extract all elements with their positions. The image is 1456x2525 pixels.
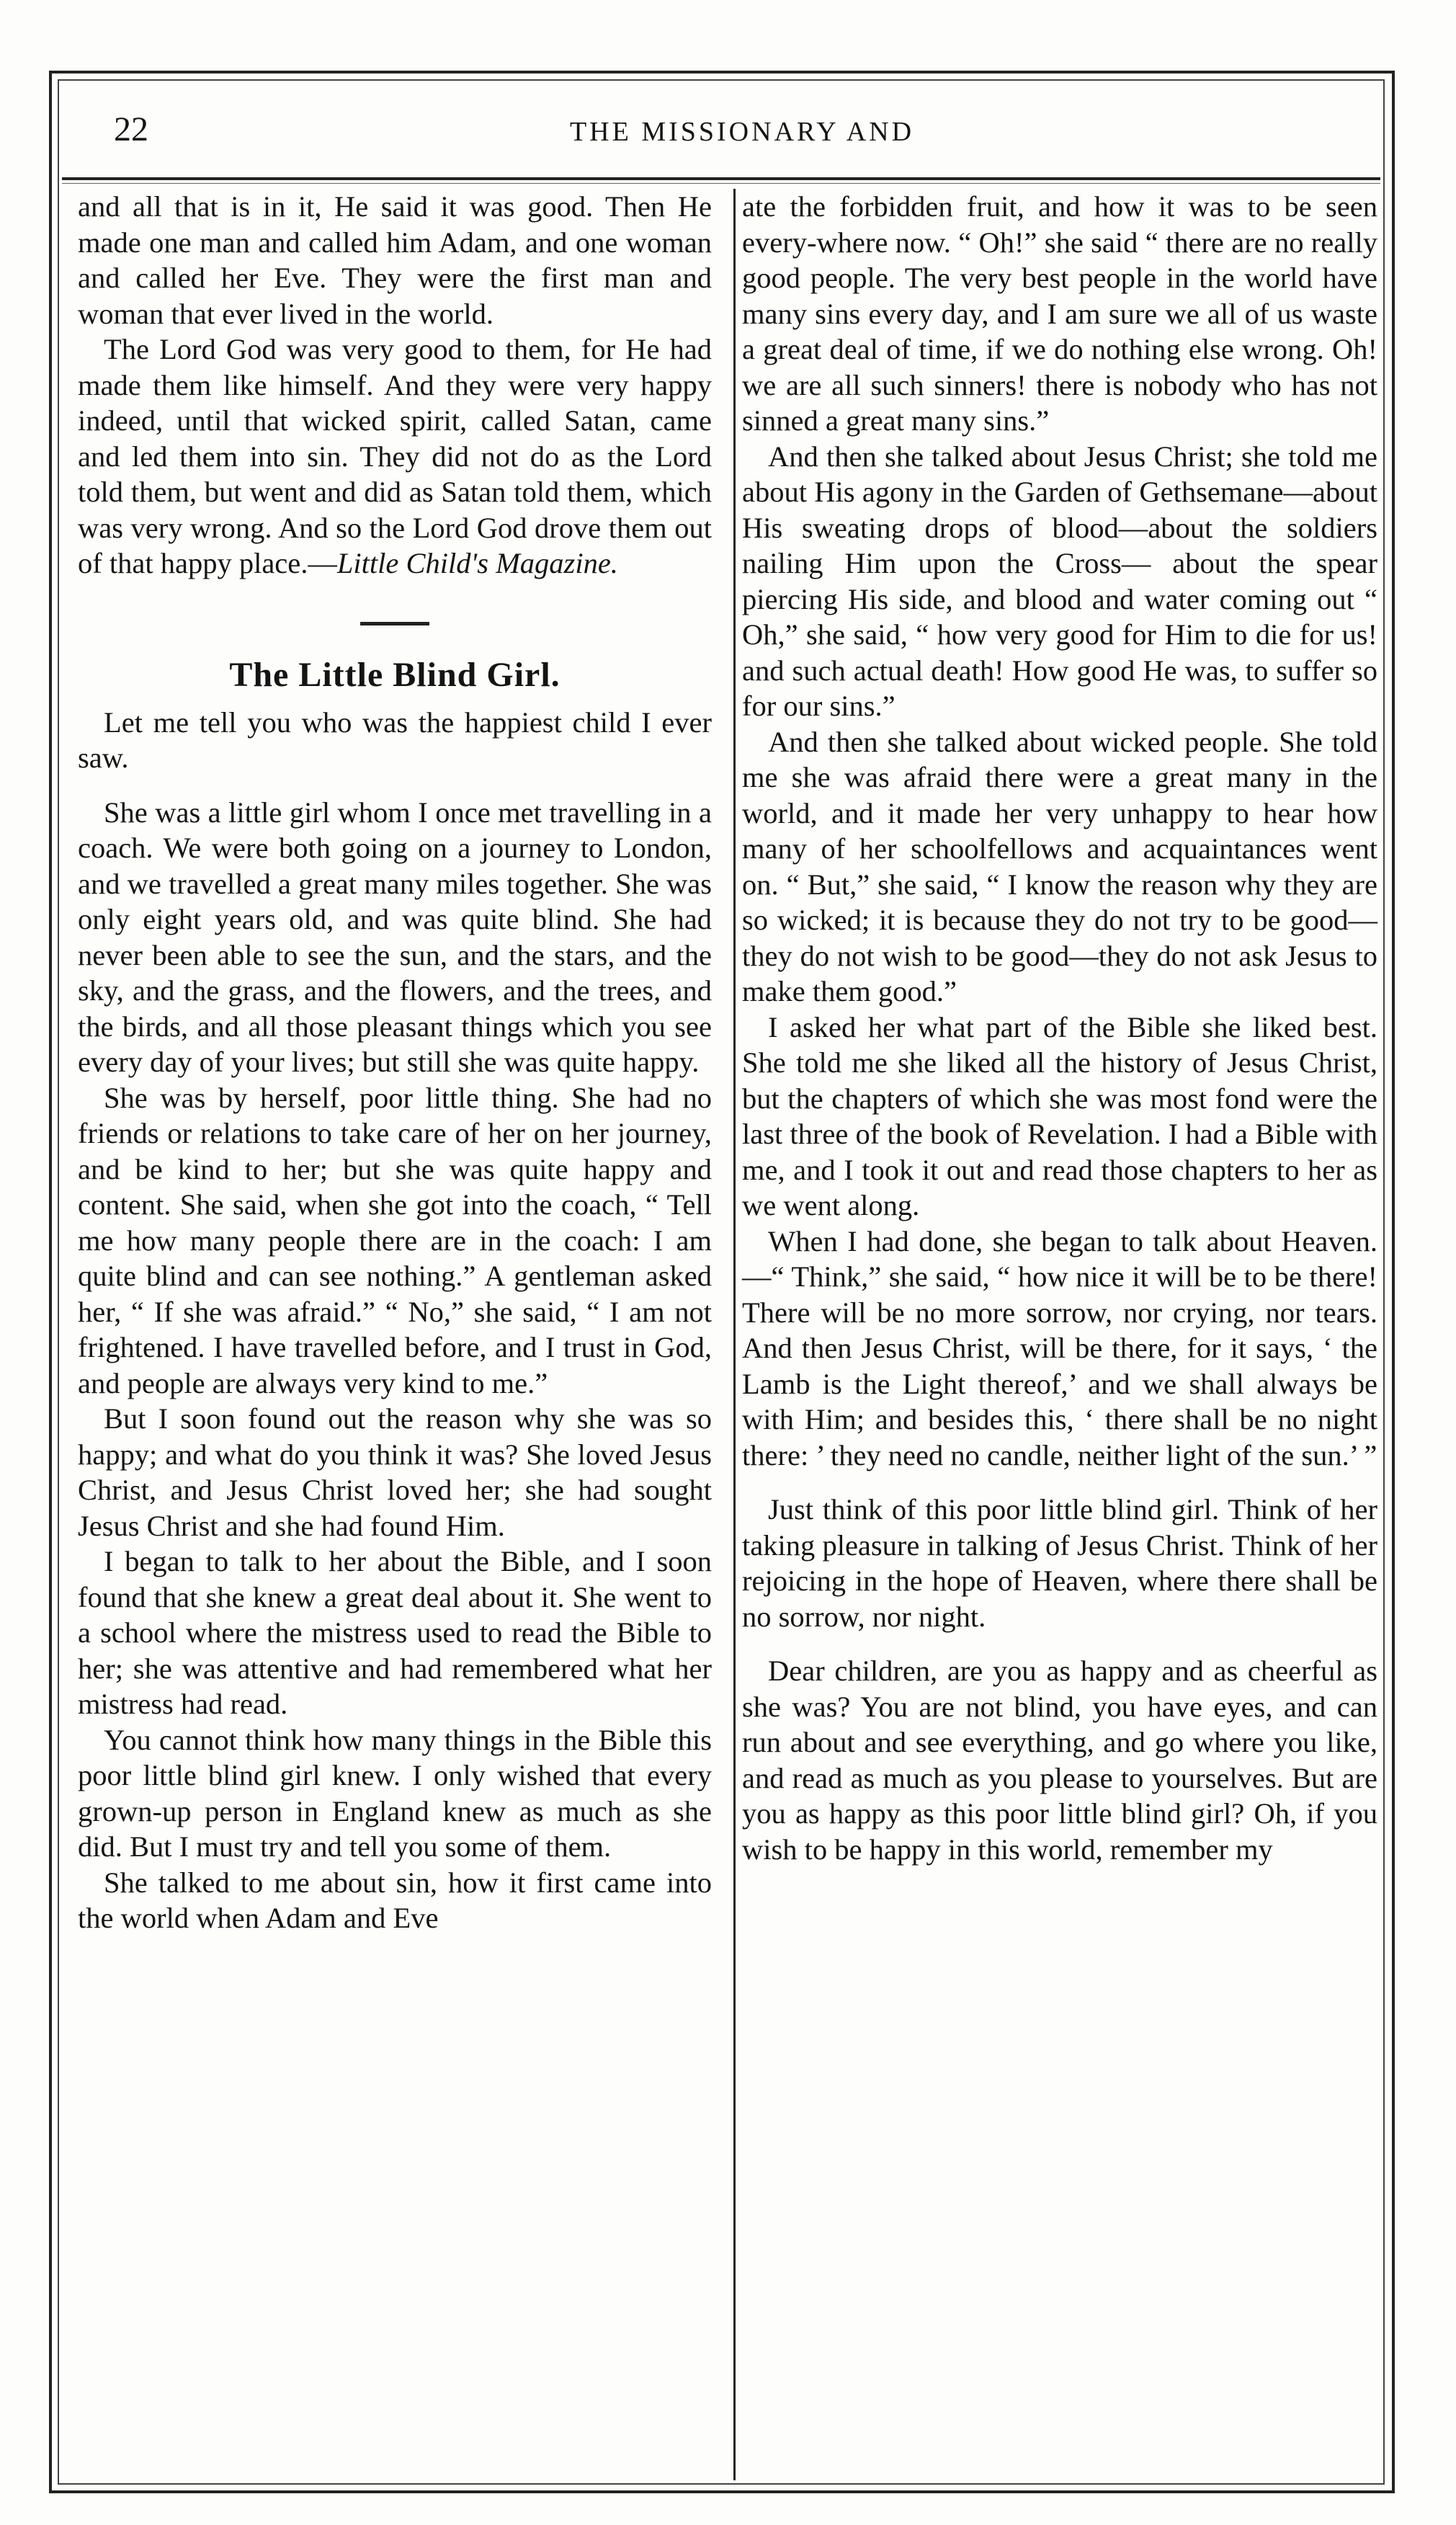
right-column [742,189,1377,1867]
paragraph: ate the forbidden fruit, and how it was to be seen every-where now. “ Oh!” she said “ there are no really good people. The very best people in the world have many sins every day, and I am sure we all of us waste a great deal of time, if we do nothing else wrong. Oh! we are all such sinners! there is nobody who has not sinned a great many sins.” [742,190,1377,437]
paragraph [78,331,712,582]
paragraph: And then she talked about Jesus Christ; she told me about His agony in the Garden of Gethsemane—about His sweating drops of blood—about the soldiers nailing Him upon the Cross— about the spear piercing His side, and blood and water coming out “ Oh,” she said, “ how very good for Him to die for us! and such actual death! How good He was, to suffer so for our sins.” [742,440,1377,722]
paragraph: You cannot think how many things in the Bible this poor little blind girl knew. I only wished that every grown-up person in England knew as much as she did. But I must try and tell you some of them. [78,1723,712,1863]
paragraph: Just think of this poor little blind girl. Think of her taking pleasure in talking of Jesus Christ. Think of her rejoicing in the hope of Heaven, where there shall be no sorrow, nor night. [742,1493,1377,1633]
paragraph: She was a little girl whom I once met travelling in a coach. We were both going on a journey to London, and we travelled a great many miles together. She was only eight years old, and was quite blind. She had never been able to see the sun, and the stars, and the sky, and the grass, and the flowers, and the trees, and the birds, and all those pleasant things which you see every day of your lives; but still she was quite happy. [78,796,712,1078]
paragraph: I asked her what part of the Bible she liked best. She told me she liked all the history of Jesus Christ, but the chapters of which she was most fond were the last three of the book of Revelation. I had a Bible with me, and I took it out and read those chapters to her as we went along. [742,1010,1377,1221]
header-rule [62,177,1380,180]
paragraph: She talked to me about sin, how it first came into the world when Adam and Eve [78,1866,712,1934]
left-column [78,189,712,1936]
running-title: THE MISSIONARY AND [569,117,915,147]
header-rule-thin [62,183,1380,184]
paragraph: I began to talk to her about the Bible, and I soon found that she knew a great deal about it. She went to a school where the mistress used to read the Bible to her; she was attentive and had remembered what her mistress had read. [78,1545,712,1720]
paragraph: and all that is in it, He said it was good. Then He made one man and called him Adam, and one woman and called her Eve. They were the first man and woman that ever lived in the world. [78,190,712,330]
source-citation: Little Child's Magazine. [336,547,618,579]
paragraph: And then she talked about wicked people. She told me she was afraid there were a great many in the world, and it made her very unhappy to hear how many of her schoolfellows and acquaintances went on. “ But,” she said, “ I know the reason why they are so wicked; it is because they do not try to be good—they do not wish to be good—they do not ask Jesus to make them good.” [742,725,1377,1007]
story-title: The Little Blind Girl. [229,655,560,694]
paragraph: But I soon found out the reason why she was so happy; and what do you think it was? She loved Jesus Christ, and Jesus Christ loved her; she had sought Jesus Christ and she had found Him. [78,1402,712,1542]
paragraph: Dear children, are you as happy and as cheerful as she was? You are not blind, you have eyes, and can run about and see everything, and go where you like, and read as much as you please to yourselves. But are you as happy as this poor little blind girl? Oh, if you wish to be happy in this world, remember my [742,1655,1377,1866]
section-divider [360,622,429,625]
column-divider [733,189,736,2480]
paragraph-text: The Lord God was very good to them, for He had made them like himself. And they were very happy indeed, until that wicked spirit, called Satan, came and led them into sin. They did not do as the Lord told them, but went and did as Satan told them, which was very wrong. And so the Lord God drove them out of that happy place.— [78,333,712,579]
paragraph: She was by herself, poor little thing. She had no friends or relations to take care of her on her journey, and be kind to her; but she was quite happy and content. She said, when she got into the coach, “ Tell me how many people there are in the coach: I am quite blind and can see nothing.” A gentleman asked her, “ If she was afraid.” “ No,” she said, “ I am not frightened. I have travelled before, and I trust in God, and people are always very kind to me.” [78,1081,712,1399]
page-header [108,108,1376,173]
page-number: 22 [114,110,148,148]
paragraph: Let me tell you who was the happiest child I ever saw. [78,705,712,774]
paragraph: When I had done, she began to talk about Heaven.—“ Think,” she said, “ how nice it will be to be there! There will be no more sorrow, nor crying, nor tears. And then Jesus Christ, will be there, for it says, ‘ the Lamb is the Light thereof,’ and we shall always be with Him; and besides this, ‘ there shall be no night there: ’ they need no candle, neither light of the sun.’ ” [742,1224,1377,1471]
